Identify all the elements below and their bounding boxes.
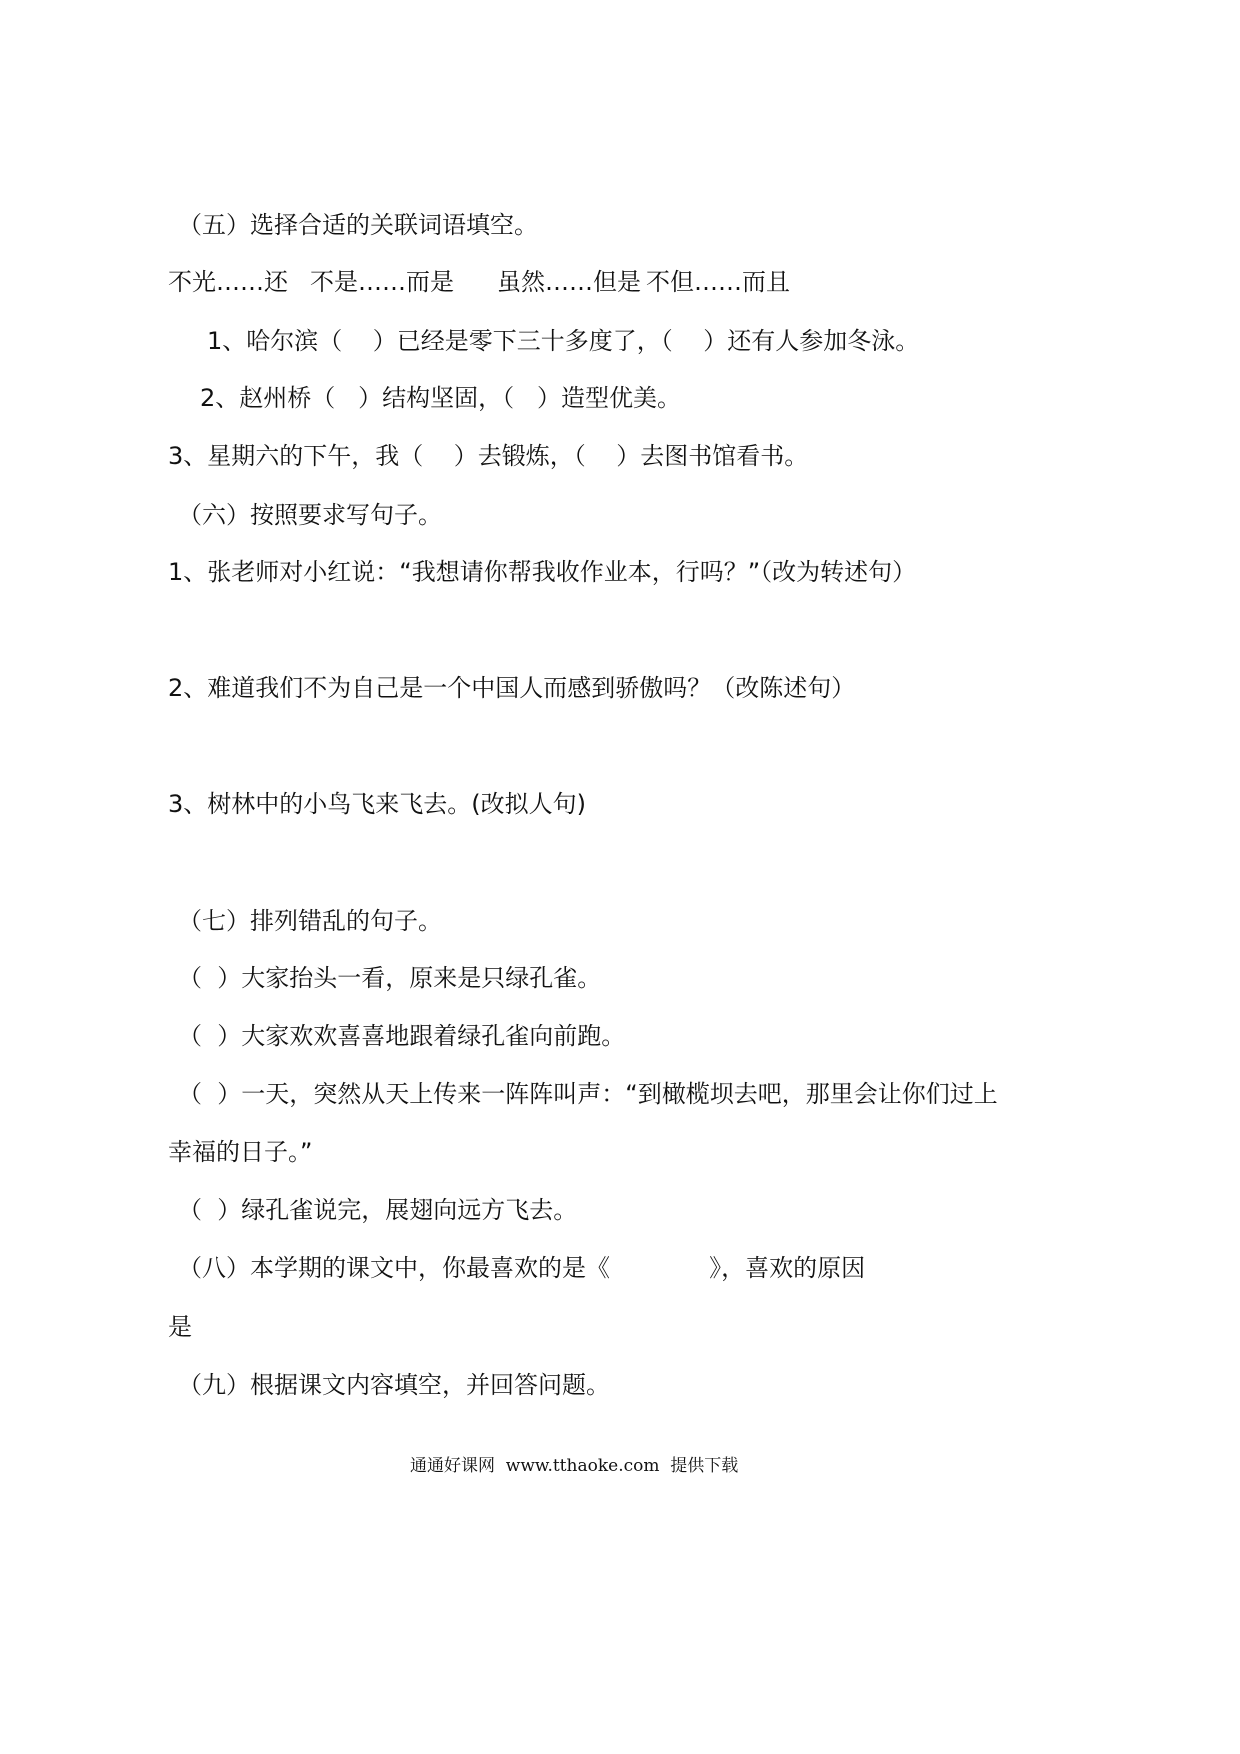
section-6-question-3: 3、树林中的小鸟飞来飞去。(改拟人句) bbox=[168, 790, 586, 818]
section-6-title: （六）按照要求写句子。 bbox=[178, 501, 442, 529]
section-8-prompt-continued: 是 bbox=[168, 1313, 192, 1341]
section-7-title: （七）排列错乱的句子。 bbox=[178, 907, 442, 935]
section-5-question-3: 3、星期六的下午，我（ ）去锻炼，（ ）去图书馆看书。 bbox=[168, 442, 809, 470]
section-6-question-1: 1、张老师对小红说：“我想请你帮我收作业本，行吗？”（改为转述句） bbox=[168, 558, 917, 586]
conjunction-option: 虽然……但是 bbox=[497, 268, 641, 296]
section-7-sentence: （ ）绿孔雀说完，展翅向远方飞去。 bbox=[178, 1196, 578, 1224]
conjunction-option: 不但……而且 bbox=[646, 268, 790, 296]
section-5-question-1: 1、哈尔滨（ ）已经是零下三十多度了，（ ）还有人参加冬泳。 bbox=[207, 327, 920, 355]
conjunction-option: 不是……而是 bbox=[310, 268, 454, 296]
page-footer: 通通好课网 www.tthaoke.com 提供下载 bbox=[410, 1456, 739, 1476]
section-8-prompt: （八）本学期的课文中，你最喜欢的是《 》，喜欢的原因 bbox=[178, 1254, 866, 1282]
section-5-question-2: 2、赵州桥（ ）结构坚固，（ ）造型优美。 bbox=[200, 384, 682, 412]
section-7-sentence: （ ）大家欢欢喜喜地跟着绿孔雀向前跑。 bbox=[178, 1022, 626, 1050]
section-7-sentence: （ ）大家抬头一看，原来是只绿孔雀。 bbox=[178, 964, 602, 992]
section-9-title: （九）根据课文内容填空，并回答问题。 bbox=[178, 1371, 610, 1399]
section-5-title: （五）选择合适的关联词语填空。 bbox=[178, 211, 538, 239]
section-6-question-2: 2、难道我们不为自己是一个中国人而感到骄傲吗？（改陈述句） bbox=[168, 674, 856, 702]
section-7-sentence: （ ）一天，突然从天上传来一阵阵叫声：“到橄榄坝去吧，那里会让你们过上 bbox=[178, 1080, 998, 1108]
conjunction-option: 不光……还 bbox=[168, 268, 288, 296]
section-7-sentence-continued: 幸福的日子。” bbox=[168, 1138, 313, 1166]
